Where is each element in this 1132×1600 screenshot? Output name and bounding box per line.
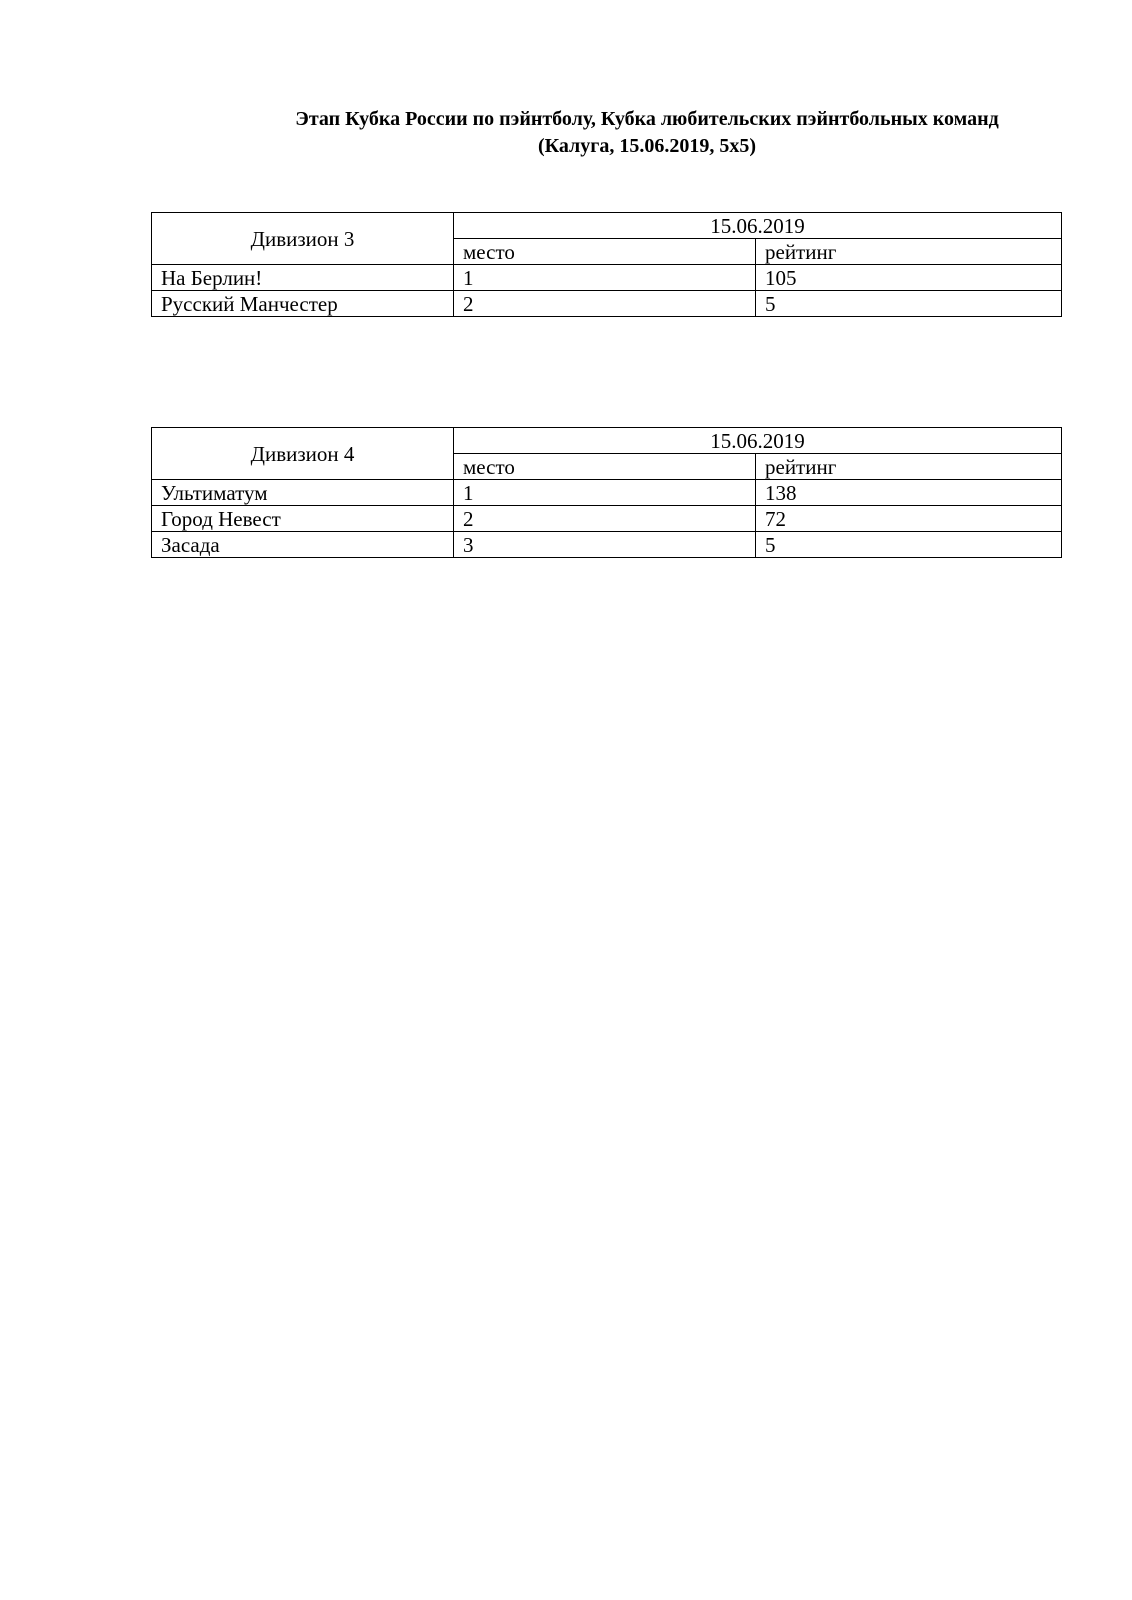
team-name: Ультиматум — [152, 480, 454, 506]
division-3-table — [151, 212, 1062, 317]
table-row — [152, 291, 1062, 317]
rating-column-header: рейтинг — [756, 239, 1062, 265]
team-rating: 105 — [756, 265, 1062, 291]
rating-column-header: рейтинг — [756, 454, 1062, 480]
table-row — [152, 480, 1062, 506]
title-line-1: Этап Кубка России по пэйнтболу, Кубка любительских пэйнтбольных команд — [295, 108, 999, 130]
team-name: Засада — [152, 532, 454, 558]
team-rating: 5 — [756, 291, 1062, 317]
team-name: Русский Манчестер — [152, 291, 454, 317]
date-header: 15.06.2019 — [454, 213, 1062, 239]
team-rating: 138 — [756, 480, 1062, 506]
place-column-header: место — [454, 454, 756, 480]
table-row — [152, 532, 1062, 558]
title-line-2: (Калуга, 15.06.2019, 5х5) — [537, 135, 757, 157]
team-name: На Берлин! — [152, 265, 454, 291]
table-row — [152, 265, 1062, 291]
table-header-row — [152, 428, 1062, 454]
team-place: 1 — [454, 480, 756, 506]
team-rating: 72 — [756, 506, 1062, 532]
division-name: Дивизион 3 — [152, 213, 454, 265]
team-place: 2 — [454, 506, 756, 532]
team-place: 3 — [454, 532, 756, 558]
team-place: 1 — [454, 265, 756, 291]
team-rating: 5 — [756, 532, 1062, 558]
team-name: Город Невест — [152, 506, 454, 532]
table-row — [152, 506, 1062, 532]
date-header: 15.06.2019 — [454, 428, 1062, 454]
team-place: 2 — [454, 291, 756, 317]
place-column-header: место — [454, 239, 756, 265]
table-header-row — [152, 213, 1062, 239]
division-name: Дивизион 4 — [152, 428, 454, 480]
division-4-table — [151, 427, 1062, 558]
document-title — [150, 106, 1064, 160]
